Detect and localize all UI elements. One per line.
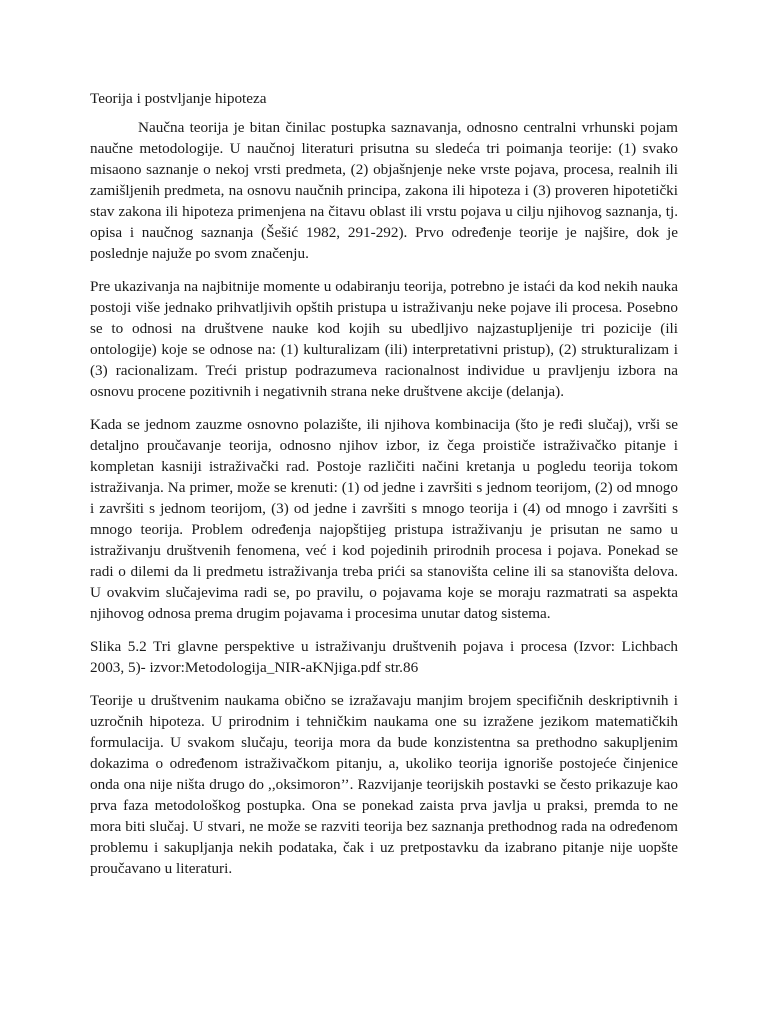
paragraph-2: Pre ukazivanja na najbitnije momente u odabiranju teorija, potrebno je istaći da kod nekih nauka postoji više jednako prihvatljivih opštih pristupa u istraživanju neke pojave ili procesa. Posebno se to odnosi na društvene nauke kod kojih su ubedljivo najzastupljenije tri pozicije (ili ontologije) koje se odnose na: (1) kulturalizam (ili) interpretativni pristup), (2) strukturalizam i (3) racionalizam. Treći pristup podrazumeva racionalnost individue u pravljenju izbora na osnovu procene pozitivnih i negativnih strana neke društvene akcije (delanja). bbox=[90, 278, 678, 400]
document-title: Teorija i postvljanje hipoteza bbox=[90, 90, 267, 107]
paragraph-1: Naučna teorija je bitan činilac postupka saznavanja, odnosno centralni vrhunski pojam naučne metodologije. U naučnoj literaturi prisutna su sledeća tri poimanja teorije: (1) svako misaono saznanje o nekoj vrsti predmeta, (2) objašnjenje neke vrste pojava, procesa, realnih ili zamišljenih predmeta, na osnovu naučnih principa, zakona ili hipoteza i (3) proveren hipotetički stav zakona ili hipoteza primenjena na čitavu oblast ili vrstu pojava u cilju njihovog saznanja, tj. opisa i naučnog saznanja (Šešić 1982, 291-292). Prvo određenje teorije je najšire, dok je poslednje najuže po svom značenju. bbox=[90, 119, 678, 262]
paragraph-4: Teorije u društvenim naukama obično se izražavaju manjim brojem specifičnih deskriptivnih i uzročnih hipoteza. U prirodnim i tehničkim naukama one su izražene jezikom matematičkih formulacija. U svakom slučaju, teorija mora da bude konzistentna sa prethodno sakupljenim dokazima o određenom istraživačkom pitanju, a, ukoliko teorija ignoriše postojeće činjenice onda ona nije ništa drugo do ,,oksimoron’’. Razvijanje teorijskih postavki se često prikazuje kao prva faza metodološkog postupka. Ona se ponekad zaista prva javlja u praksi, premda to ne mora biti slučaj. U stvari, ne može se razviti teorija bez saznanja prethodnog rada na određenom problemu i sakupljanja nekih podataka, čak i uz pretpostavku da izabrano pitanje nije uopšte proučavano u literaturi. bbox=[90, 692, 678, 877]
document-page bbox=[90, 88, 678, 891]
paragraph-3: Kada se jednom zauzme osnovno polazište, ili njihova kombinacija (što je ređi slučaj), vrši se detaljno proučavanje teorija, odnosno njihov izbor, iz čega proističe istraživačko pitanje i kompletan kasniji istraživački rad. Postoje različiti načini kretanja u pogledu teorija tokom istraživanja. Na primer, može se krenuti: (1) od jedne i završiti s jednom teorijom, (2) od mnogo i završiti s jednom teorijom, (3) od jedne i završiti s mnogo teorija i (4) od mnogo i završiti s mnogo teorija. Problem određenja najopštijeg pristupa istraživanju je prisutan ne samo u istraživanju društvenih fenomena, već i kod pojedinih prirodnih procesa i pojava. Ponekad se radi o dilemi da li predmetu istraživanja treba prići sa stanovišta celine ili sa stanovišta delova. U ovakvim slučajevima radi se, po pravilu, o pojavama koje se moraju razmatrati sa aspekta njihovog odnosa prema drugim pojavama i procesima unutar datog sistema. bbox=[90, 416, 678, 622]
figure-caption: Slika 5.2 Tri glavne perspektive u istraživanju društvenih pojava i procesa (Izvor: Lichbach 2003, 5)- izvor:Metodologija_NIR-aKNjiga.pdf str.86 bbox=[90, 638, 678, 676]
